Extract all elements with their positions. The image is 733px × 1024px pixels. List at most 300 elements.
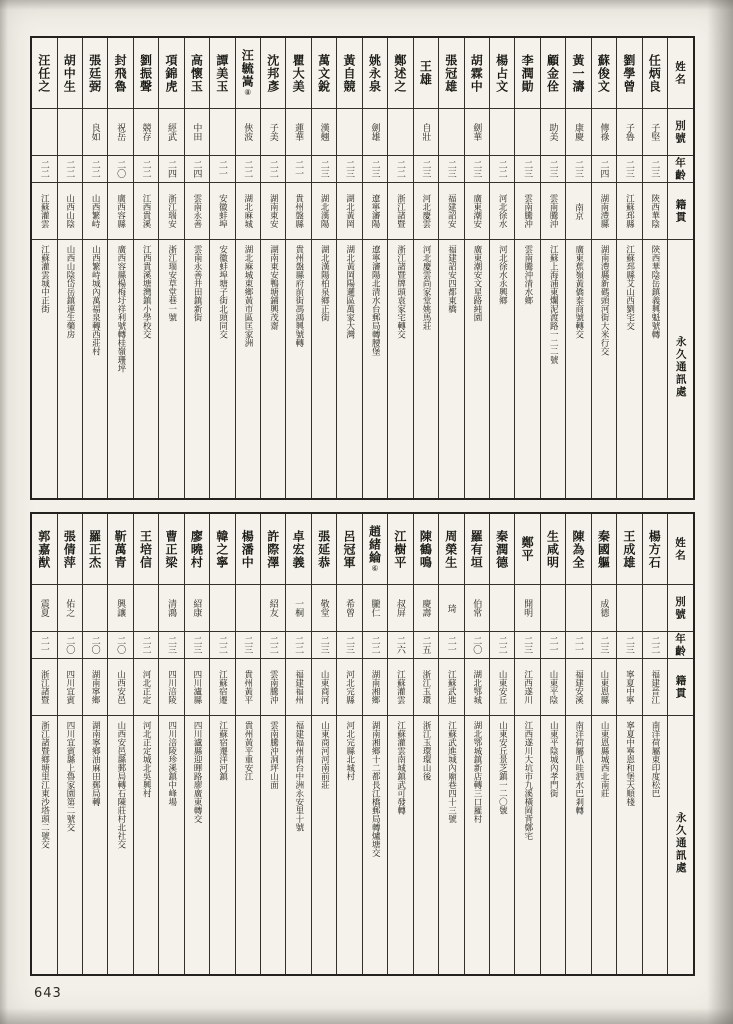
person-column bbox=[184, 38, 209, 498]
person-name bbox=[185, 38, 209, 109]
person-native: 山東平陰 bbox=[541, 659, 565, 716]
person-name-text: 汪毓嵩 bbox=[240, 48, 255, 88]
person-name-text: 呂冠軍 bbox=[342, 529, 357, 569]
person-alias: 蓮華 bbox=[286, 109, 310, 156]
person-address: 河北慶雲尚家堂姚馬莊 bbox=[421, 245, 432, 330]
person-native: 湖北鄂城 bbox=[465, 659, 489, 716]
person-column bbox=[107, 514, 132, 974]
person-column bbox=[285, 514, 310, 974]
person-name bbox=[617, 514, 641, 585]
page-number: 643 bbox=[34, 986, 62, 1001]
person-alias: 劍雄 bbox=[363, 109, 387, 156]
person-column bbox=[642, 38, 667, 498]
person-alias bbox=[490, 109, 514, 156]
person-alias bbox=[337, 109, 361, 156]
person-age: 二五 bbox=[414, 632, 438, 659]
person-name bbox=[83, 38, 107, 109]
person-column bbox=[514, 38, 539, 498]
header-age: 年齡 bbox=[668, 632, 693, 659]
person-address: 福建福州南台中洲永安里十號 bbox=[293, 721, 304, 832]
person-alias: 慶壽 bbox=[414, 585, 438, 632]
person-address: 湖北黃岡陽邏區萬家大灣 bbox=[344, 245, 355, 339]
person-name-text: 封飛魯 bbox=[113, 53, 128, 93]
person-name bbox=[566, 38, 590, 109]
person-native: 南京 bbox=[566, 183, 590, 240]
person-alias: 俠波 bbox=[236, 109, 260, 156]
person-native: 浙江諸暨 bbox=[388, 183, 412, 240]
person-alias: 傳祿 bbox=[592, 109, 616, 156]
person-native: 浙江諸暨 bbox=[32, 659, 56, 716]
person-native: 雲南騰沖 bbox=[261, 659, 285, 716]
person-name-text: 廖曉村 bbox=[189, 529, 204, 569]
header-name: 姓名 bbox=[668, 38, 693, 109]
person-age: 二三 bbox=[312, 156, 336, 183]
person-native: 湖南澧縣 bbox=[592, 183, 616, 240]
person-alias: 競存 bbox=[134, 109, 158, 156]
person-name bbox=[261, 514, 285, 585]
person-age: 二三 bbox=[414, 156, 438, 183]
person-native: 安徽蚌埠 bbox=[210, 183, 234, 240]
person-name bbox=[58, 38, 82, 109]
person-name-text: 羅正杰 bbox=[87, 529, 102, 569]
person-name bbox=[337, 38, 361, 109]
person-name bbox=[617, 38, 641, 109]
person-native: 福建晉江 bbox=[643, 659, 667, 716]
person-native: 江蘇灌雲 bbox=[32, 183, 56, 240]
person-alias: 自壯 bbox=[414, 109, 438, 156]
person-alias: 紹康 bbox=[185, 585, 209, 632]
person-age: 二三 bbox=[185, 632, 209, 659]
person-column bbox=[642, 514, 667, 974]
person-age: 二三 bbox=[643, 156, 667, 183]
person-name-text: 陳鶴鳴 bbox=[418, 529, 433, 569]
person-native: 福建詔安 bbox=[439, 183, 463, 240]
person-column bbox=[362, 514, 387, 974]
person-name-text: 胡中生 bbox=[62, 53, 77, 93]
person-column bbox=[311, 514, 336, 974]
person-native: 湖北麻城 bbox=[236, 183, 260, 240]
person-native: 福建安溪 bbox=[566, 659, 590, 716]
person-address: 陝西華陰岳鎮義興魁號轉 bbox=[650, 245, 661, 339]
person-column bbox=[32, 38, 56, 498]
person-column bbox=[540, 38, 565, 498]
header-address: 永久通訊處 bbox=[674, 812, 687, 875]
person-name-text: 劉學曾 bbox=[621, 53, 636, 93]
person-address: 南洋荷屬東印度松巴 bbox=[650, 721, 661, 798]
person-name bbox=[83, 514, 107, 585]
person-address: 山西安邑縣郵局轉石陳莊村北社交 bbox=[115, 721, 126, 849]
person-native: 山東恩縣 bbox=[592, 659, 616, 716]
person-age: 二一 bbox=[566, 632, 590, 659]
person-name-text: 黃自競 bbox=[342, 53, 357, 93]
person-native: 湖北黃岡 bbox=[337, 183, 361, 240]
person-name bbox=[643, 514, 667, 585]
person-address: 湖北鄂城鎮新店轉三口羅村 bbox=[471, 721, 482, 823]
person-name bbox=[108, 38, 132, 109]
person-name bbox=[159, 38, 183, 109]
header-address: 永久通訊處 bbox=[674, 336, 687, 399]
person-native: 河北慶雲 bbox=[414, 183, 438, 240]
scan-edge-top bbox=[0, 0, 733, 10]
person-name-text: 張延恭 bbox=[316, 529, 331, 569]
person-alias bbox=[643, 585, 667, 632]
header-alias: 別號 bbox=[668, 109, 693, 156]
header-name: 姓名 bbox=[668, 514, 693, 585]
person-alias bbox=[490, 585, 514, 632]
scan-edge-left bbox=[0, 0, 8, 1024]
person-age: 二六 bbox=[388, 632, 412, 659]
person-name bbox=[32, 514, 56, 585]
person-age: 二三 bbox=[515, 156, 539, 183]
person-alias: 一桐 bbox=[286, 585, 310, 632]
person-native: 江蘇灌雲 bbox=[388, 659, 412, 716]
person-address: 山東平陰城內孝門街 bbox=[548, 721, 559, 798]
person-column bbox=[260, 514, 285, 974]
person-alias bbox=[32, 109, 56, 156]
person-age: 二二 bbox=[261, 632, 285, 659]
person-column bbox=[387, 38, 412, 498]
person-age: 二三 bbox=[337, 632, 361, 659]
person-alias: 中田 bbox=[185, 109, 209, 156]
person-address: 江蘇灌雲城中正街 bbox=[39, 245, 50, 313]
person-age: 二二 bbox=[210, 632, 234, 659]
person-column bbox=[235, 514, 260, 974]
person-alias: 佑之 bbox=[58, 585, 82, 632]
person-age: 二二 bbox=[490, 632, 514, 659]
person-name-text: 張倩萍 bbox=[62, 529, 77, 569]
person-native: 湖南湘鄉 bbox=[363, 659, 387, 716]
person-alias bbox=[210, 109, 234, 156]
person-name bbox=[236, 38, 260, 109]
person-age: 二〇 bbox=[108, 156, 132, 183]
person-address: 山東安丘景芝鎮一二〇號 bbox=[497, 721, 508, 815]
person-name bbox=[465, 38, 489, 109]
person-address: 湖南寧鄉油麻田郵局轉 bbox=[90, 721, 101, 806]
person-age: 二二 bbox=[643, 632, 667, 659]
person-name bbox=[185, 514, 209, 585]
person-address: 貴州黃平重安江 bbox=[243, 721, 254, 781]
person-name bbox=[32, 38, 56, 109]
header-column bbox=[667, 38, 693, 498]
person-address: 山東恩縣城西北南莊 bbox=[599, 721, 610, 798]
person-alias: 清鴻 bbox=[159, 585, 183, 632]
person-age: 二三 bbox=[439, 156, 463, 183]
person-alias bbox=[236, 585, 260, 632]
person-age: 二三 bbox=[617, 632, 641, 659]
person-column bbox=[285, 38, 310, 498]
person-column bbox=[82, 514, 107, 974]
person-address: 湖南澧縣新碼頭河街大米行交 bbox=[599, 245, 610, 356]
person-column bbox=[57, 514, 82, 974]
person-name bbox=[236, 514, 260, 585]
person-name bbox=[312, 514, 336, 585]
person-native: 貴州黃平 bbox=[236, 659, 260, 716]
person-name bbox=[541, 514, 565, 585]
person-name-text: 曹正梁 bbox=[163, 529, 178, 569]
person-native: 雲南永善 bbox=[185, 183, 209, 240]
person-address: 河北完縣北城村 bbox=[344, 721, 355, 781]
person-address: 浙江玉環環山後 bbox=[421, 721, 432, 781]
person-name-text: 蘇俊文 bbox=[596, 53, 611, 93]
person-native: 河北完縣 bbox=[337, 659, 361, 716]
person-address: 山西繁峙城內萬福泉轉西莊村 bbox=[90, 245, 101, 356]
person-name bbox=[566, 514, 590, 585]
person-native: 河北正定 bbox=[134, 659, 158, 716]
person-native: 山東商河 bbox=[312, 659, 336, 716]
person-name bbox=[388, 514, 412, 585]
person-name-text: 楊潘中 bbox=[240, 529, 255, 569]
person-age: 二二 bbox=[134, 632, 158, 659]
person-name bbox=[439, 514, 463, 585]
person-name-text: 任炳良 bbox=[647, 53, 662, 93]
person-address: 寧夏中寧恩和堡天順棧 bbox=[624, 721, 635, 806]
person-column bbox=[311, 38, 336, 498]
person-alias: 紹友 bbox=[261, 585, 285, 632]
person-name-text: 卓宏義 bbox=[291, 529, 306, 569]
person-address: 廣西容縣楊梅圩祥利號轉桂嶺珊坪 bbox=[115, 245, 126, 373]
person-name bbox=[515, 38, 539, 109]
person-name-text: 靳萬青 bbox=[113, 529, 128, 569]
person-column bbox=[565, 38, 590, 498]
person-address: 浙江諸暨牌頭袁家宅轉交 bbox=[395, 245, 406, 339]
person-native: 河北徐水 bbox=[490, 183, 514, 240]
person-name-text: 譚美玉 bbox=[214, 53, 229, 93]
person-column bbox=[464, 38, 489, 498]
person-alias bbox=[210, 585, 234, 632]
person-address: 廣東蕉嶺黃僑泰商號轉交 bbox=[573, 245, 584, 339]
person-age: 二〇 bbox=[83, 632, 107, 659]
person-native: 山西繁峙 bbox=[83, 183, 107, 240]
person-name-text: 羅有垣 bbox=[469, 529, 484, 569]
person-name-text: 汪任之 bbox=[36, 53, 51, 93]
person-address: 江蘇上海浦東爛泥渡路一二二號 bbox=[548, 245, 559, 364]
scan-edge-right bbox=[707, 0, 733, 1024]
person-name-text: 韓之寧 bbox=[214, 529, 229, 569]
person-address: 遼寧瀋陽北清水台郵局轉腰堡 bbox=[370, 245, 381, 356]
person-column bbox=[209, 514, 234, 974]
person-column bbox=[209, 38, 234, 498]
person-alias bbox=[617, 585, 641, 632]
person-name-text: 姚永泉 bbox=[367, 53, 382, 93]
person-alias: 祝岳 bbox=[108, 109, 132, 156]
person-age: 二〇 bbox=[108, 632, 132, 659]
person-name-text: 王雄 bbox=[418, 60, 433, 86]
directory-table-top bbox=[30, 36, 695, 500]
person-age: 二三 bbox=[617, 156, 641, 183]
person-alias: 希曾 bbox=[337, 585, 361, 632]
person-alias: 興讓 bbox=[108, 585, 132, 632]
person-age: 二〇 bbox=[58, 632, 82, 659]
person-age: 二三 bbox=[592, 632, 616, 659]
person-native: 雲南騰沖 bbox=[541, 183, 565, 240]
header-native: 籍貫 bbox=[668, 183, 693, 240]
person-column bbox=[184, 514, 209, 974]
person-name-text: 郭嘉猷 bbox=[36, 529, 51, 569]
person-address: 四川瀘縣迎暉路廖廣東轉交 bbox=[192, 721, 203, 823]
person-age: 二三 bbox=[541, 156, 565, 183]
person-native: 貴州盤縣 bbox=[286, 183, 310, 240]
person-alias bbox=[515, 109, 539, 156]
person-name bbox=[643, 38, 667, 109]
person-name-text: 沈邦彥 bbox=[265, 53, 280, 93]
person-name-text: 胡霖中 bbox=[469, 53, 484, 93]
person-age: 二三 bbox=[465, 156, 489, 183]
person-address: 四川宜賓縣上魯家園第二號交 bbox=[64, 721, 75, 832]
person-native: 雲南騰沖 bbox=[515, 183, 539, 240]
person-name bbox=[439, 38, 463, 109]
person-name-text: 江樹平 bbox=[392, 529, 407, 569]
person-alias: 開明 bbox=[515, 585, 539, 632]
person-native: 山西安邑 bbox=[108, 659, 132, 716]
person-name-text: 王培信 bbox=[138, 529, 153, 569]
person-age: 二四 bbox=[592, 156, 616, 183]
person-age: 二三 bbox=[312, 632, 336, 659]
person-native: 江蘇武進 bbox=[439, 659, 463, 716]
person-name-text: 張冠雄 bbox=[443, 53, 458, 93]
person-age: 二二 bbox=[32, 156, 56, 183]
header-alias: 別號 bbox=[668, 585, 693, 632]
person-name bbox=[592, 38, 616, 109]
person-alias: 伯常 bbox=[465, 585, 489, 632]
person-alias: 經武 bbox=[159, 109, 183, 156]
person-name bbox=[363, 38, 387, 109]
person-column bbox=[32, 514, 56, 974]
person-age: 二二 bbox=[58, 156, 82, 183]
person-alias bbox=[58, 109, 82, 156]
person-name-text: 秦國軀 bbox=[596, 529, 611, 569]
person-age: 二三 bbox=[363, 156, 387, 183]
person-column bbox=[336, 38, 361, 498]
person-native: 江蘇宿遷 bbox=[210, 659, 234, 716]
directory-table-bottom bbox=[30, 512, 695, 976]
person-name bbox=[515, 514, 539, 585]
person-name bbox=[388, 38, 412, 109]
person-age: 二二 bbox=[83, 156, 107, 183]
person-name-text: 鄭述之 bbox=[392, 53, 407, 93]
footnote-mark: ⑧ bbox=[243, 87, 253, 98]
person-address: 河北正定城北吳興村 bbox=[141, 721, 152, 798]
person-address: 江蘇灌雲南城鎮武可發轉 bbox=[395, 721, 406, 815]
person-native: 山東安丘 bbox=[490, 659, 514, 716]
person-age: 二四 bbox=[159, 156, 183, 183]
person-column bbox=[616, 514, 641, 974]
person-address: 雲南永善井田鎮新街 bbox=[192, 245, 203, 322]
person-alias bbox=[83, 585, 107, 632]
person-age: 二三 bbox=[159, 632, 183, 659]
person-address: 南洋荷屬爪哇泗水巴剎轉 bbox=[573, 721, 584, 815]
footnote-mark: ⑥ bbox=[370, 563, 380, 574]
person-column bbox=[438, 514, 463, 974]
person-alias: 震夏 bbox=[32, 585, 56, 632]
person-column bbox=[489, 38, 514, 498]
person-column bbox=[540, 514, 565, 974]
person-native: 四川宜賓 bbox=[58, 659, 82, 716]
person-column bbox=[336, 514, 361, 974]
person-column bbox=[107, 38, 132, 498]
person-alias: 漢翹 bbox=[312, 109, 336, 156]
person-name-text: 劉振聲 bbox=[138, 53, 153, 93]
person-age: 二三 bbox=[337, 156, 361, 183]
scan-edge-bottom bbox=[0, 1008, 733, 1024]
person-column bbox=[82, 38, 107, 498]
person-age: 二四 bbox=[185, 156, 209, 183]
person-name-text: 張廷弼 bbox=[87, 53, 102, 93]
person-name bbox=[414, 514, 438, 585]
person-column bbox=[514, 514, 539, 974]
person-name-text: 顧金佺 bbox=[545, 53, 560, 93]
person-age: 二二 bbox=[134, 156, 158, 183]
person-name bbox=[286, 514, 310, 585]
header-age: 年齡 bbox=[668, 156, 693, 183]
person-age: 二一 bbox=[286, 156, 310, 183]
person-column bbox=[413, 514, 438, 974]
person-column bbox=[616, 38, 641, 498]
person-age: 二二 bbox=[286, 632, 310, 659]
person-column bbox=[362, 38, 387, 498]
person-name bbox=[592, 514, 616, 585]
person-address: 湖南東安鴨塘鋪興茂齋 bbox=[268, 245, 279, 330]
person-native: 湖南東安 bbox=[261, 183, 285, 240]
person-alias bbox=[134, 585, 158, 632]
person-alias: 成德 bbox=[592, 585, 616, 632]
person-name bbox=[337, 514, 361, 585]
person-address: 福建詔安四都東橋 bbox=[446, 245, 457, 313]
person-column bbox=[413, 38, 438, 498]
person-address: 河北徐水永興鄉 bbox=[497, 245, 508, 305]
person-address: 湖北麻城東鄉黃市區匡家洲 bbox=[243, 245, 254, 347]
person-name-text: 項錦虎 bbox=[163, 53, 178, 93]
person-address: 江西貴溪塘灣鎮小學校交 bbox=[141, 245, 152, 339]
person-native: 湖北漢陽 bbox=[312, 183, 336, 240]
person-name bbox=[108, 514, 132, 585]
person-age: 二一 bbox=[210, 156, 234, 183]
person-age: 二〇 bbox=[465, 632, 489, 659]
person-alias: 琦 bbox=[439, 585, 463, 632]
person-age: 二三 bbox=[566, 156, 590, 183]
person-name-text: 趙緒綸 bbox=[367, 524, 382, 564]
person-alias bbox=[439, 109, 463, 156]
person-name-text: 李潤勛 bbox=[520, 53, 535, 93]
person-name-text: 鄭平 bbox=[520, 536, 535, 562]
person-alias bbox=[566, 585, 590, 632]
person-column bbox=[260, 38, 285, 498]
person-column bbox=[133, 38, 158, 498]
person-name bbox=[465, 514, 489, 585]
person-column bbox=[57, 38, 82, 498]
person-column bbox=[565, 514, 590, 974]
person-alias: 子美 bbox=[261, 109, 285, 156]
person-address: 江蘇邳縣艾山西劉宅交 bbox=[624, 245, 635, 330]
person-age: 二二 bbox=[363, 632, 387, 659]
person-name-text: 許際澤 bbox=[265, 529, 280, 569]
person-column bbox=[158, 38, 183, 498]
person-native: 山西山陰 bbox=[58, 183, 82, 240]
person-name-text: 陳為全 bbox=[570, 529, 585, 569]
person-native: 江西貴溪 bbox=[134, 183, 158, 240]
person-column bbox=[464, 514, 489, 974]
person-address: 湖北漢陽柏泉鄉正街 bbox=[319, 245, 330, 322]
person-name bbox=[159, 514, 183, 585]
person-name-text: 周榮生 bbox=[443, 529, 458, 569]
person-column bbox=[387, 514, 412, 974]
person-age: 二一 bbox=[541, 632, 565, 659]
person-name bbox=[541, 38, 565, 109]
person-native: 福建福州 bbox=[286, 659, 310, 716]
person-native: 四川涪陵 bbox=[159, 659, 183, 716]
person-address: 浙江瑞安草堂巷一號 bbox=[166, 245, 177, 322]
person-age: 二二 bbox=[261, 156, 285, 183]
person-native: 廣東潮安 bbox=[465, 183, 489, 240]
